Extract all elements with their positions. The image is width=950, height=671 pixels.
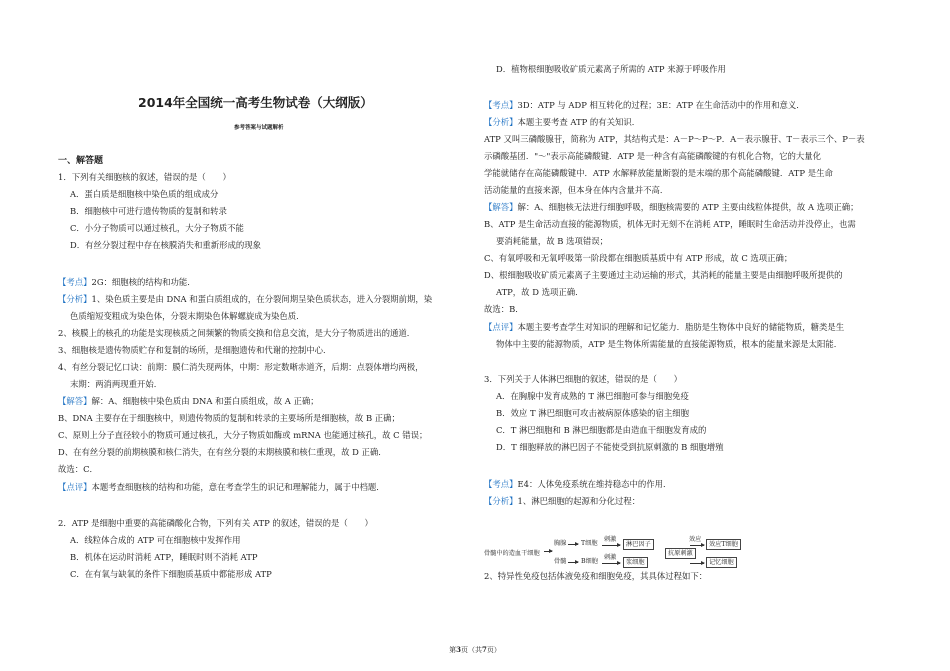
kaodian-tag: 【考点】	[58, 277, 92, 287]
dianping-tag: 【点评】	[58, 482, 92, 492]
q2-answer: 故选：B．	[484, 304, 524, 314]
diagram-result: 效应T细胞	[706, 539, 741, 550]
q1-dianping: 【点评】本题考查细胞核的结构和功能，意在考查学生的识记和理解能力，属于中档题．	[58, 482, 385, 492]
diagram-box: 抗原刺激	[665, 548, 696, 559]
q2-fenxi-line: 学能就储存在高能磷酸键中．ATP 水解释放能量断裂的是末端的那个高能磷酸键．ATP 是生命	[484, 168, 833, 178]
q2-option-a: A．线粒体合成的 ATP 可在细胞核中发挥作用	[70, 535, 241, 545]
diagram-arrow	[544, 551, 552, 552]
q1-option-d: D．有丝分裂过程中存在核膜消失和重新形成的现象	[70, 240, 261, 250]
diagram-arrow	[690, 563, 704, 564]
jieda-tag: 【解答】	[58, 396, 92, 406]
q2-option-b: B．机体在运动时消耗 ATP，睡眠时则不消耗 ATP	[70, 552, 258, 562]
total-pages: 7	[482, 645, 487, 654]
q1-fenxi-line: 4、有丝分裂记忆口诀：前期：膜仁消失现两体，中期：形定数晰赤道齐，后期：点裂体增均两极，	[58, 362, 424, 372]
fenxi-tag: 【分析】	[58, 294, 92, 304]
diagram-b-cell: B细胞	[581, 558, 598, 565]
q2-jieda-line: D、根细胞吸收矿质元素离子主要通过主动运输的形式，其消耗的能量主要是由细胞呼吸所提供的	[484, 270, 843, 280]
q3-option-d: D．T 细胞释放的淋巴因子不能使受到抗原刺激的 B 细胞增殖	[496, 442, 724, 452]
q2-kaodian: 【考点】3D：ATP 与 ADP 相互转化的过程；3E：ATP 在生命活动中的作用和意义．	[484, 100, 805, 110]
diagram-source: 骨髓中的造血干细胞	[484, 550, 540, 557]
diagram-thymus: 胸腺	[554, 540, 567, 547]
q3-option-b: B．效应 T 淋巴细胞可攻击被病原体感染的宿主细胞	[496, 408, 689, 418]
q2-fenxi-line: 示磷酸基团．"～"表示高能磷酸键．ATP 是一种含有高能磷酸键的有机化合物，它的大量化	[484, 151, 822, 161]
q1-fenxi-line: 2、核膜上的核孔的功能是实现核质之间频繁的物质交换和信息交流，是大分子物质进出的通道．	[58, 328, 416, 338]
diagram-arrow	[690, 545, 704, 546]
q3-option-c: C．T 淋巴细胞和 B 淋巴细胞都是由造血干细胞发育成的	[496, 425, 707, 435]
lymphocyte-diagram	[484, 536, 744, 572]
q2-jieda-line: C、有氧呼吸和无氧呼吸第一阶段都在细胞质基质中有 ATP 形成，故 C 选项正确；	[484, 253, 793, 263]
diagram-arrow	[602, 563, 620, 564]
q1-jieda-line: D、在有丝分裂的前期核膜和核仁消失，在有丝分裂的末期核膜和核仁重现，故 D 正确．	[58, 447, 387, 457]
q2-fenxi-line: ATP 又叫三磷酸腺苷，简称为 ATP，其结构式是：A－P～P～P．A－表示腺苷、T－表示三个、P－表	[484, 134, 865, 144]
q2-jieda: 【解答】解：A、细胞核无法进行细胞呼吸，细胞核需要的 ATP 主要由线粒体提供，故 A 选项正确；	[484, 202, 859, 212]
q1-fenxi-line: 末期：两消两现重开始．	[70, 379, 163, 389]
diagram-stim: 刺激	[604, 554, 617, 561]
q3-kaodian: 【考点】E4：人体免疫系统在维持稳态中的作用．	[484, 479, 672, 489]
q1-fenxi-line: 3、细胞核是遗传物质贮存和复制的场所，是细胞遗传和代谢的控制中心．	[58, 345, 332, 355]
diagram-marrow: 骨髓	[554, 558, 567, 565]
diagram-t-cell: T细胞	[581, 540, 598, 547]
q1-answer: 故选：C．	[58, 464, 98, 474]
page-title: 2014年全国统一高考生物试卷（大纲版）	[138, 95, 373, 110]
page-footer: 第3页（共7页）	[449, 645, 501, 654]
q3-option-a: A．在胸腺中发育成熟的 T 淋巴细胞可参与细胞免疫	[496, 391, 689, 401]
q2-fenxi: 【分析】本题主要考查 ATP 的有关知识．	[484, 117, 641, 127]
diagram-arrow	[568, 544, 578, 545]
section-heading: 一、解答题	[58, 156, 104, 166]
q1-jieda-line: C、原则上分子直径较小的物质可通过核孔，大分子物质如酶或 mRNA 也能通过核孔，故 C 错误；	[58, 430, 428, 440]
q1-kaodian: 【考点】2G：细胞核的结构和功能．	[58, 277, 196, 287]
diagram-box: 淋巴因子	[623, 539, 654, 550]
diagram-label: 效应	[689, 536, 702, 543]
q2-jieda-line: ATP，故 D 选项正确．	[496, 287, 584, 297]
diagram-stim: 刺激	[604, 536, 617, 543]
q1-fenxi: 【分析】1、染色质主要是由 DNA 和蛋白质组成的，在分裂间期呈染色质状态，进入分裂期前期，染	[58, 294, 433, 304]
q1-option-a: A．蛋白质是细胞核中染色质的组成成分	[70, 189, 219, 199]
q3-fenxi: 【分析】1、淋巴细胞的起源和分化过程：	[484, 496, 641, 506]
q1-fenxi-line: 色质缩短变粗成为染色体，分裂末期染色体解螺旋成为染色质．	[70, 311, 305, 321]
page-number: 3	[456, 645, 461, 654]
q2-jieda-line: 要消耗能量，故 B 选项错误；	[496, 236, 608, 246]
q1-option-b: B．细胞核中可进行遗传物质的复制和转录	[70, 206, 227, 216]
q1-option-c: C．小分子物质可以通过核孔，大分子物质不能	[70, 223, 244, 233]
q2-dianping-line: 物体中主要的能源物质，ATP 是生物体所需能量的直接能源物质，根本的能量来源是太阳能．	[496, 339, 843, 349]
q2-fenxi-line: 活动能量的直接来源，但本身在体内含量并不高．	[484, 185, 669, 195]
q1-stem: 1．下列有关细胞核的叙述，错误的是（ ）	[58, 172, 231, 182]
q2-jieda-line: B、ATP 是生命活动直接的能源物质，机体无时无刻不在消耗 ATP，睡眠时生命活动并没停止，也需	[484, 219, 856, 229]
q1-jieda-line: B、DNA 主要存在于细胞核中，则遗传物质的复制和转录的主要场所是细胞核，故 B 正确；	[58, 413, 400, 423]
diagram-result: 记忆细胞	[706, 557, 737, 568]
q2-stem: 2．ATP 是细胞中重要的高能磷酸化合物，下列有关 ATP 的叙述，错误的是（ ）	[58, 518, 373, 528]
diagram-arrow	[568, 562, 578, 563]
q2-option-d: D．植物根细胞吸收矿质元素离子所需的 ATP 来源于呼吸作用	[496, 64, 726, 74]
q2-option-c: C．在有氧与缺氧的条件下细胞质基质中都能形成 ATP	[70, 569, 272, 579]
q3-fenxi-line: 2、特异性免疫包括体液免疫和细胞免疫，其具体过程如下：	[484, 571, 708, 581]
diagram-box: 浆细胞	[623, 557, 648, 568]
page-subtitle: 参考答案与试题解析	[234, 125, 284, 131]
q2-dianping: 【点评】本题主要考查学生对知识的理解和记忆能力．脂肪是生物体中良好的储能物质，糖类是生	[484, 322, 845, 332]
q1-jieda: 【解答】解：A、细胞核中染色质由 DNA 和蛋白质组成，故 A 正确；	[58, 396, 319, 406]
diagram-arrow	[602, 545, 620, 546]
q3-stem: 3．下列关于人体淋巴细胞的叙述，错误的是（ ）	[484, 374, 682, 384]
